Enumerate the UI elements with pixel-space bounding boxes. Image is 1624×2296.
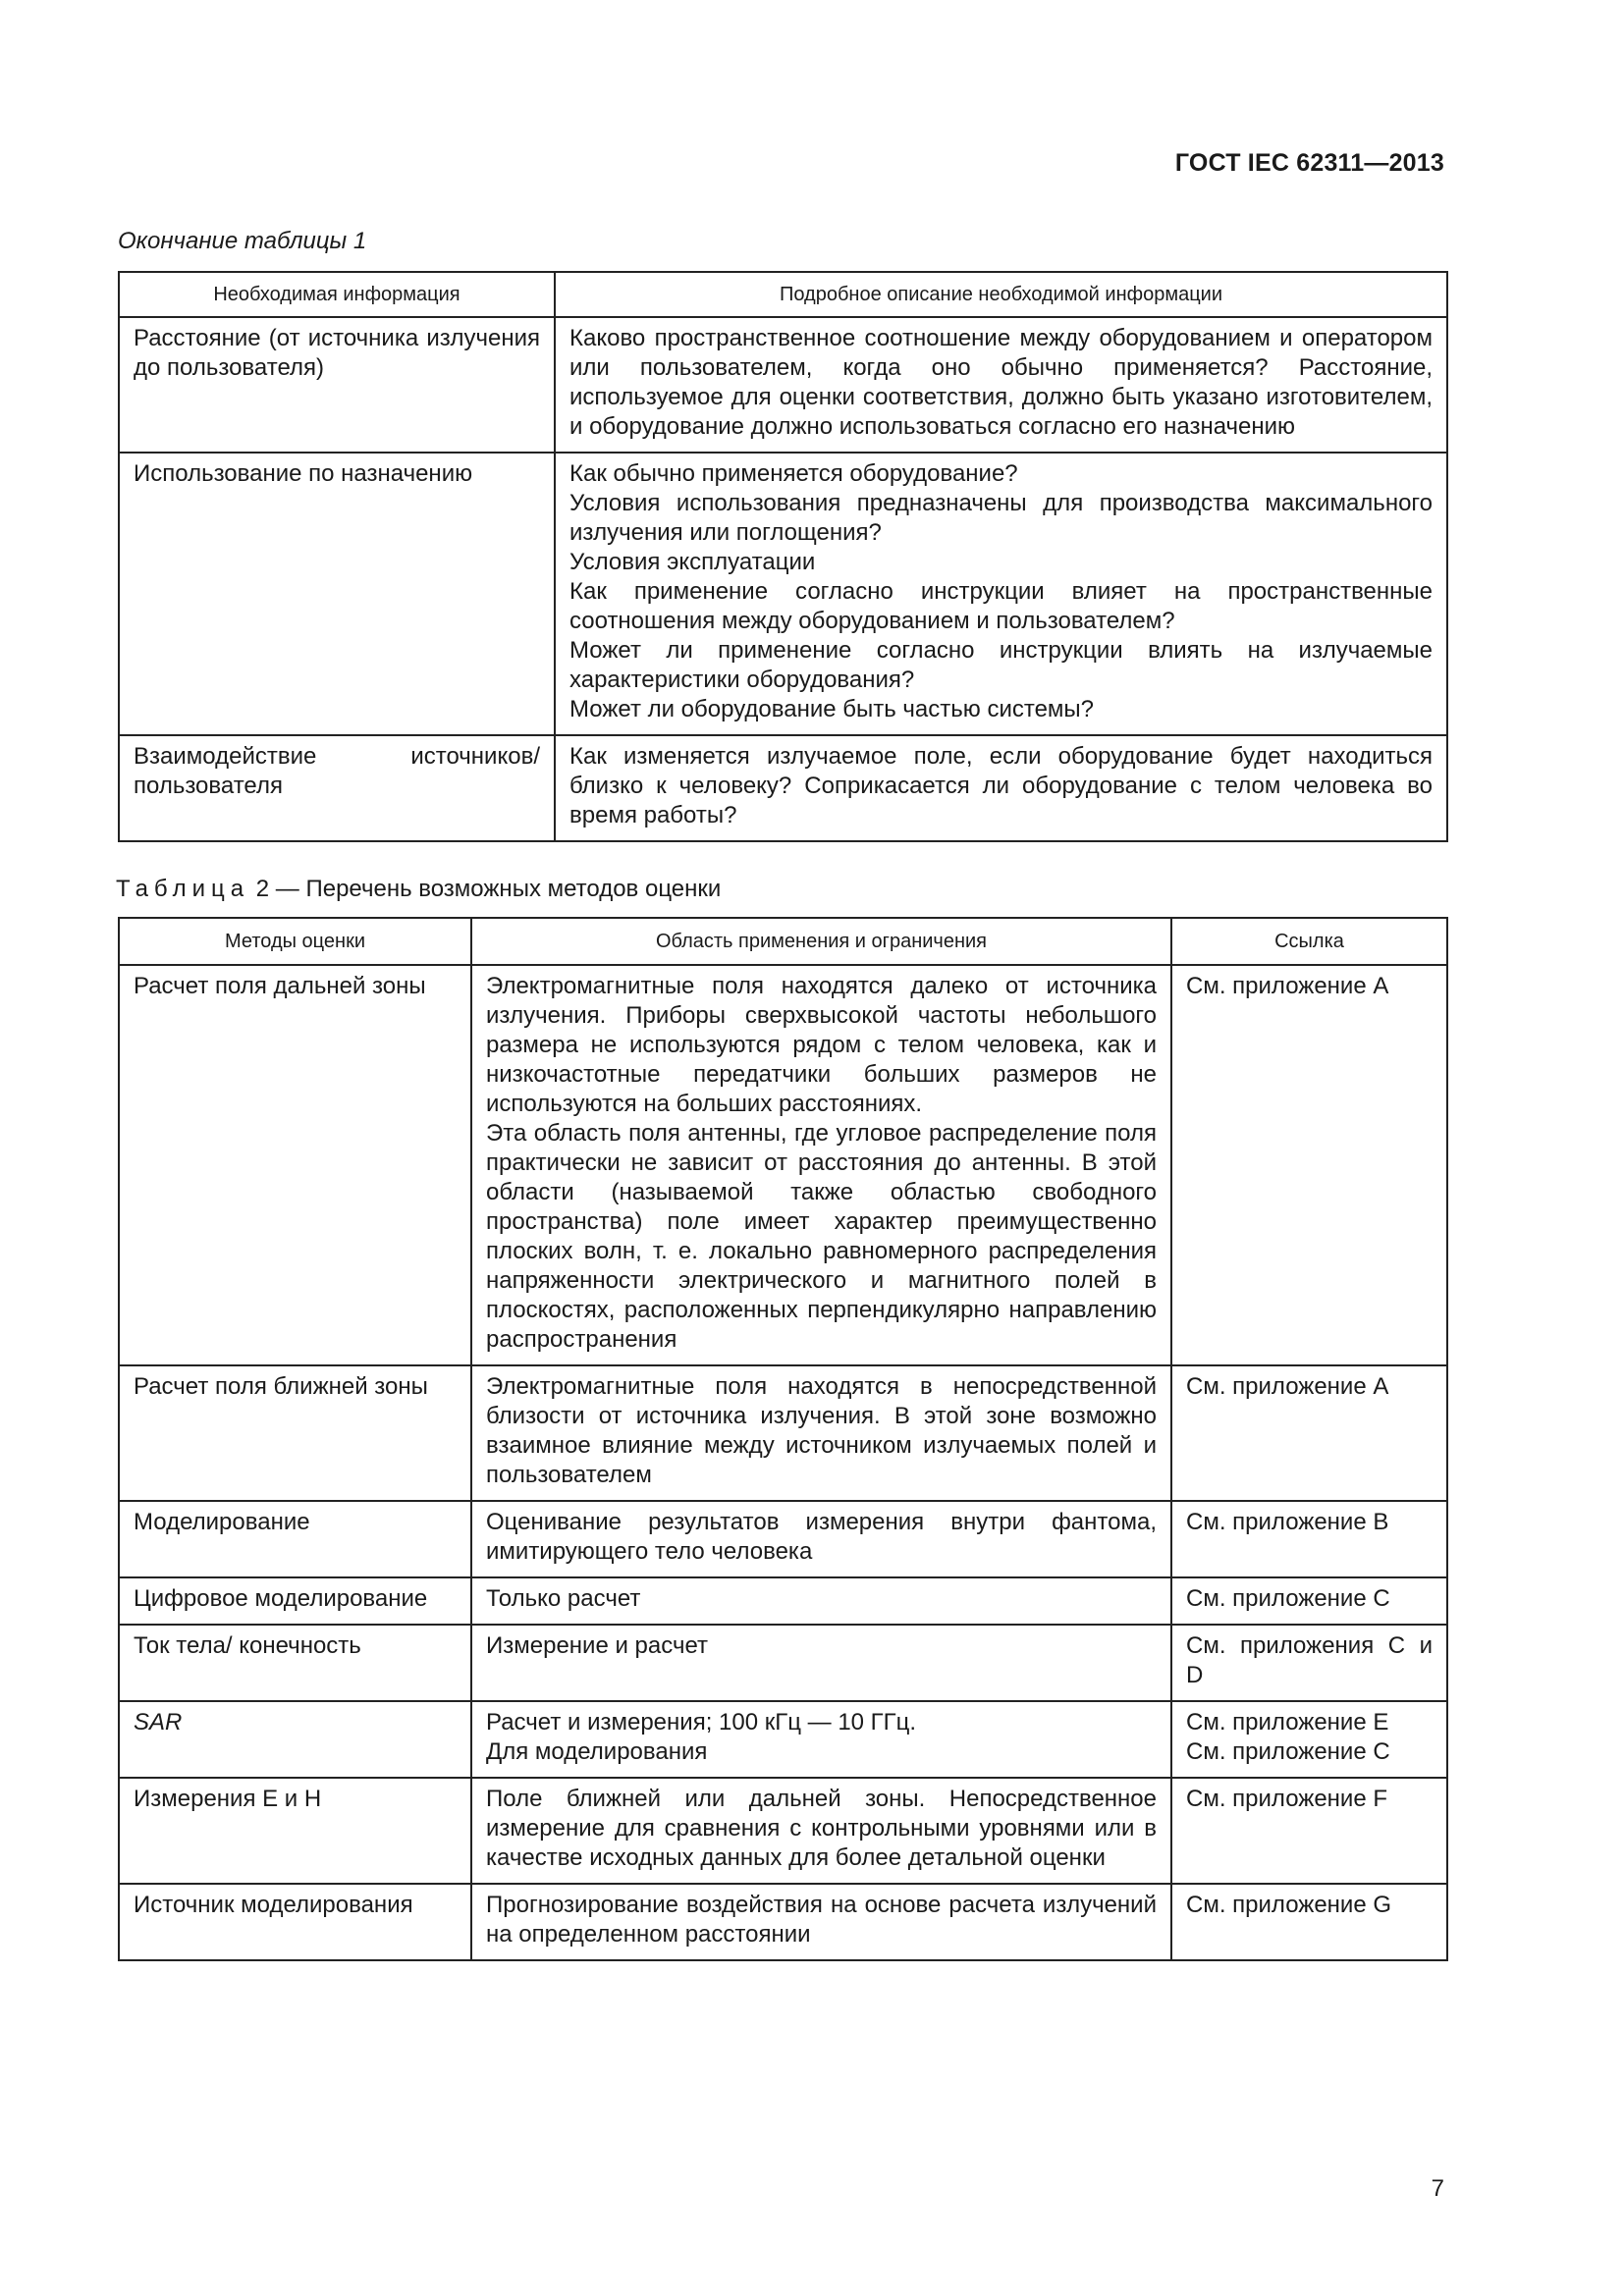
method-cell: Моделирование <box>119 1501 471 1577</box>
table-2 <box>118 917 1448 1961</box>
table2-row <box>119 1884 1447 1960</box>
description-line: Каково пространственное соотношение между оборудованием и оператором или пользователем, когда оно обычно применяется? Расстояние, используемое для оценки соответствия, должно быть указано изготовителем, и оборудование должно использоваться согласно его назначению <box>569 325 1433 440</box>
scope-line: Поле ближней или дальней зоны. Непосредственное измерение для сравнения с контрольными уровнями или в качестве исходных данных для более детальной оценки <box>486 1786 1157 1871</box>
reference-line: См. приложения С и D <box>1186 1632 1433 1688</box>
table1-column-header: Подробное описание необходимой информации <box>555 272 1447 317</box>
table2-row <box>119 1501 1447 1577</box>
description-line: Может ли оборудование быть частью системы? <box>569 696 1095 722</box>
scope-line: Прогнозирование воздействия на основе расчета излучений на определенном расстоянии <box>486 1892 1157 1948</box>
info-description-cell <box>555 317 1447 453</box>
reference-cell <box>1171 1625 1447 1701</box>
reference-line: См. приложение F <box>1186 1786 1388 1812</box>
table1-caption: Окончание таблицы 1 <box>118 228 367 254</box>
table2-row <box>119 1365 1447 1501</box>
table2-caption-label: Таблица <box>116 876 250 902</box>
reference-line: См. приложение В <box>1186 1509 1389 1535</box>
method-cell: Ток тела/ конечность <box>119 1625 471 1701</box>
reference-cell <box>1171 1501 1447 1577</box>
info-description-cell <box>555 735 1447 841</box>
required-info-cell: Взаимодействие источников/пользователя <box>119 735 555 841</box>
document-id: ГОСТ IEC 62311—2013 <box>1174 149 1444 177</box>
table2-row <box>119 965 1447 1365</box>
table2-column-header: Методы оценки <box>119 918 471 965</box>
table2-row <box>119 1778 1447 1884</box>
method-cell: Расчет поля дальней зоны <box>119 965 471 1365</box>
scope-line: Электромагнитные поля находятся в непосредственной близости от источника излучения. В этой зоне возможно взаимное влияние между источником излучаемых полей и пользователем <box>486 1373 1157 1488</box>
method-cell: SAR <box>119 1701 471 1778</box>
scope-cell <box>471 1701 1171 1778</box>
table2-column-header: Ссылка <box>1171 918 1447 965</box>
description-line: Может ли применение согласно инструкции влиять на излучаемые характеристики оборудования? <box>569 637 1433 693</box>
table-1 <box>118 271 1448 842</box>
reference-cell <box>1171 1884 1447 1960</box>
table2-row <box>119 1701 1447 1778</box>
table1-column-header: Необходимая информация <box>119 272 555 317</box>
scope-line: Для моделирования <box>486 1738 708 1765</box>
description-line: Условия эксплуатации <box>569 549 816 575</box>
description-line: Как обычно применяется оборудование? <box>569 460 1018 487</box>
reference-cell <box>1171 965 1447 1365</box>
scope-cell <box>471 1625 1171 1701</box>
table2-caption-text: 2 — Перечень возможных методов оценки <box>255 876 722 902</box>
table2-column-header: Область применения и ограничения <box>471 918 1171 965</box>
table2-header-row <box>119 918 1447 965</box>
table2-row <box>119 1577 1447 1625</box>
scope-line: Только расчет <box>486 1585 641 1612</box>
table1-header-row <box>119 272 1447 317</box>
reference-line: См. приложение С <box>1186 1738 1390 1765</box>
reference-line: См. приложение G <box>1186 1892 1392 1918</box>
reference-cell <box>1171 1365 1447 1501</box>
reference-cell <box>1171 1778 1447 1884</box>
description-line: Как применение согласно инструкции влияет на пространственные соотношения между оборудованием и пользователем? <box>569 578 1433 634</box>
table1-row <box>119 317 1447 453</box>
description-line: Как изменяется излучаемое поле, если оборудование будет находиться близко к человеку? Соприкасается ли оборудование с телом человека во время работы? <box>569 743 1433 828</box>
required-info-cell: Расстояние (от источника излучения до пользователя) <box>119 317 555 453</box>
description-line: Условия использования предназначены для производства максимального излучения или поглощения? <box>569 490 1433 546</box>
scope-cell <box>471 1884 1171 1960</box>
scope-cell <box>471 965 1171 1365</box>
scope-line: Расчет и измерения; 100 кГц — 10 ГГц. <box>486 1709 917 1735</box>
reference-line: См. приложение А <box>1186 973 1389 999</box>
scope-cell <box>471 1778 1171 1884</box>
reference-line: См. приложение Е <box>1186 1709 1389 1735</box>
method-cell: Измерения E и H <box>119 1778 471 1884</box>
reference-line: См. приложение А <box>1186 1373 1389 1400</box>
scope-line: Измерение и расчет <box>486 1632 709 1659</box>
table1-row <box>119 453 1447 735</box>
reference-cell <box>1171 1577 1447 1625</box>
scope-cell <box>471 1365 1171 1501</box>
page-number: 7 <box>1431 2175 1444 2202</box>
table2-caption <box>116 876 721 903</box>
info-description-cell <box>555 453 1447 735</box>
scope-line: Оценивание результатов измерения внутри фантома, имитирующего тело человека <box>486 1509 1157 1565</box>
reference-cell <box>1171 1701 1447 1778</box>
method-cell: Расчет поля ближней зоны <box>119 1365 471 1501</box>
scope-line: Эта область поля антенны, где угловое распределение поля практически не зависит от расстояния до антенны. В этой области (называемой также областью свободного пространства) поле имеет характер преимущественно плоских волн, т. е. локально равномерного распределения напряженности электрического и магнитного полей в плоскостях, расположенных перпендикулярно направлению распространения <box>486 1120 1157 1353</box>
scope-line: Электромагнитные поля находятся далеко от источника излучения. Приборы сверхвысокой частоты небольшого размера не используются рядом с телом человека, как и низкочастотные передатчики больших размеров не используются на больших расстояниях. <box>486 973 1157 1117</box>
method-cell: Цифровое моделирование <box>119 1577 471 1625</box>
required-info-cell: Использование по назначению <box>119 453 555 735</box>
table1-row <box>119 735 1447 841</box>
scope-cell <box>471 1577 1171 1625</box>
table2-row <box>119 1625 1447 1701</box>
method-cell: Источник моделирования <box>119 1884 471 1960</box>
reference-line: См. приложение С <box>1186 1585 1390 1612</box>
scope-cell <box>471 1501 1171 1577</box>
